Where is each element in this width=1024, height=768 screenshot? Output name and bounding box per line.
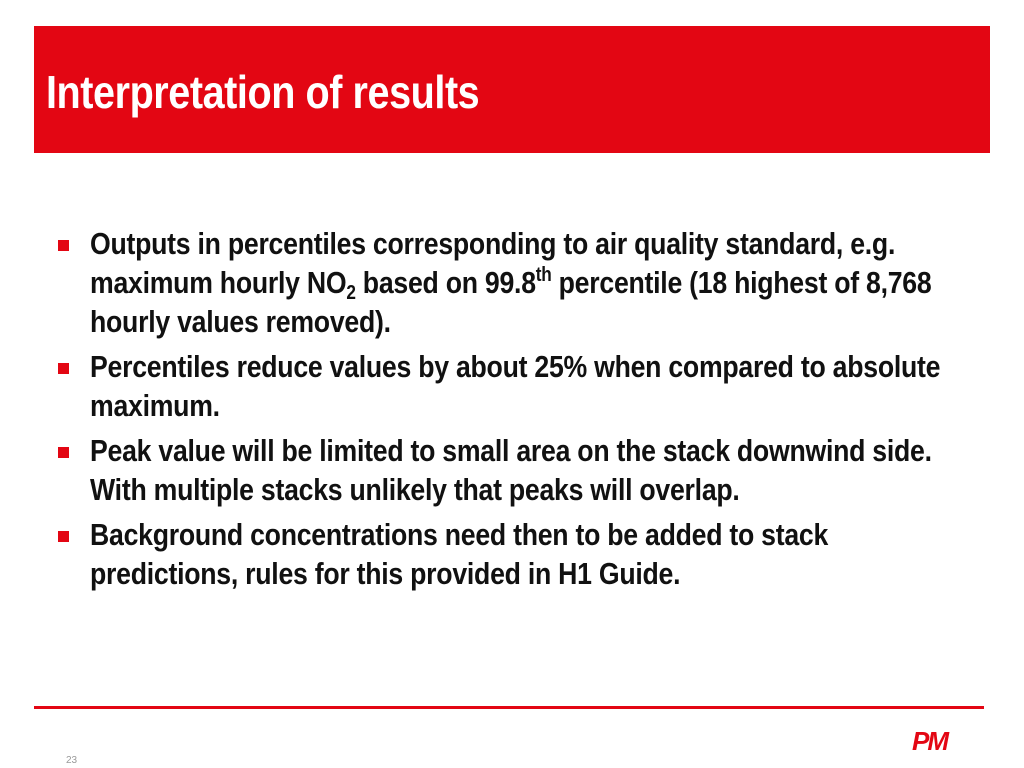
subscript: 2 — [346, 282, 356, 304]
bullet-text — [90, 224, 967, 341]
bullet-square-icon — [58, 447, 69, 458]
bullet-square-icon — [58, 531, 69, 542]
bullet-text-part: Outputs in percentiles corresponding to air quality standard, e.g. maximum hourly NO — [90, 226, 896, 300]
title-bar — [34, 26, 990, 153]
logo-text: PM — [912, 726, 947, 754]
bullet-item — [52, 431, 992, 509]
bullet-square-icon — [58, 363, 69, 374]
superscript: th — [535, 264, 552, 286]
bullet-text: Peak value will be limited to small area on the stack downwind side. With multiple stacks unlikely that peaks will overlap. — [90, 433, 932, 507]
bullet-text-part: percentile (18 highest of 8,768 hourly values removed). — [90, 265, 932, 339]
bullet-text: Background concentrations need then to be added to stack predictions, rules for this provided in H1 Guide. — [90, 517, 829, 591]
bullet-item — [52, 515, 992, 593]
pm-logo-icon — [910, 726, 978, 754]
bullet-text-part: based on 99.8 — [355, 265, 536, 300]
slide-title: Interpretation of results — [46, 66, 480, 118]
bullet-item — [52, 224, 992, 341]
bullet-item — [52, 347, 992, 425]
bullet-text: Percentiles reduce values by about 25% when compared to absolute maximum. — [90, 349, 941, 423]
page-number: 23 — [66, 755, 78, 766]
footer-divider — [34, 706, 984, 709]
bullet-square-icon — [58, 240, 69, 251]
bullet-list — [52, 224, 992, 599]
